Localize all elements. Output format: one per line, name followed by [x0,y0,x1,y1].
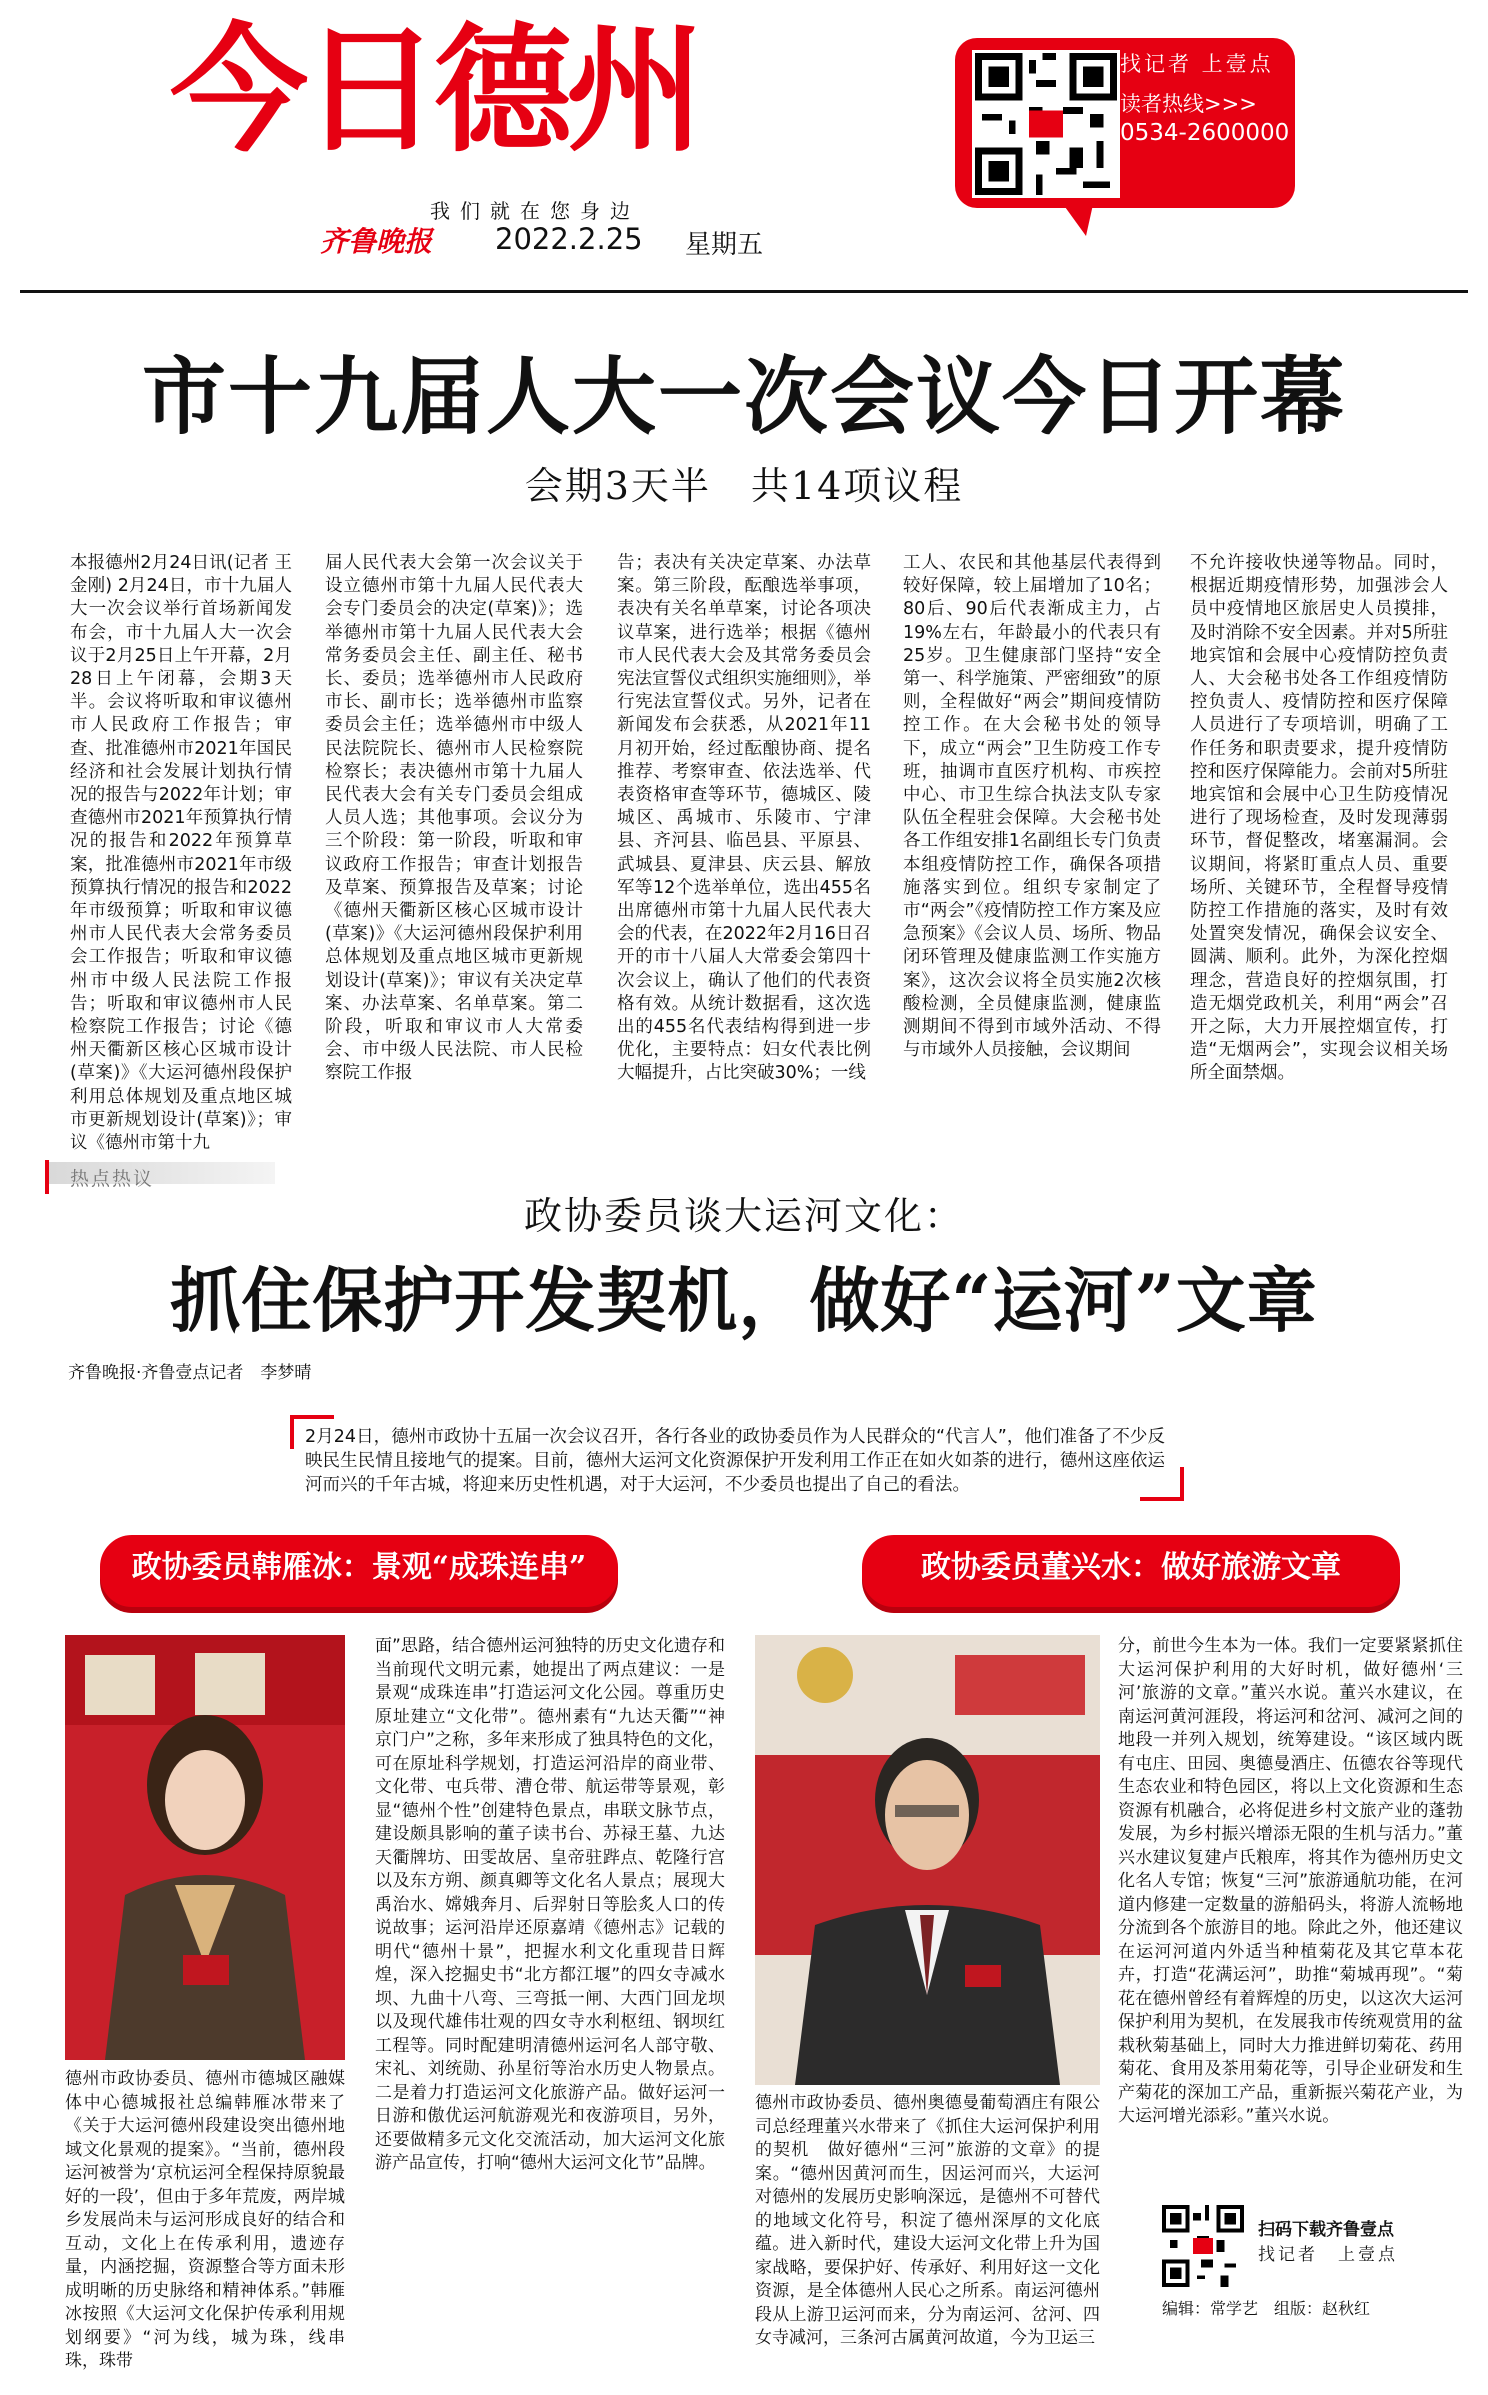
newspaper-logo: 今日德州 [170,10,699,171]
editor-credits: 编辑：常学艺 组版：赵秋红 [1162,2299,1371,2318]
bubble-find-reporter: 找记者 上壹点 [1120,52,1274,76]
lead-column-1: 本报德州2月24日讯(记者 王金刚) 2月24日，市十九届人大一次会议举行首场新闻发布会，市十九届人大一次会议于2月25日上午开幕，2月28日上午闭幕，会期3天半。会议将听取和审议德州市人民政府工作报告；审查、批准德州市2021年国民经济和社会发展计划执行情况的报告与2022年计划；审查德州市2021年预算执行情况的报告和2022年预算草案，批准德州市2021年市级预算执行情况的报告和2022年市级预算；听取和审议德州市人民代表大会常务委员会工作报告；听取和审议德州市中级人民法院工作报告；听取和审议德州市人民检察院工作报告；讨论《德州天衢新区核心区城市设计(草案)》《大运河德州段保护利用总体规划及重点地区城市更新规划设计(草案)》；审议《德州市第十九 [70,553,292,1154]
banner-han-yanbing: 政协委员韩雁冰：景观“成珠连串” [100,1535,618,1607]
lead-subhead: 会期3天半 共14项议程 [524,464,964,508]
masthead-divider [20,290,1468,293]
banner-dong-xingshui: 政协委员董兴水：做好旅游文章 [862,1535,1400,1607]
issue-date: 2022.2.25 [495,222,643,256]
caption-dong-xingshui: 德州市政协委员、德州奥德曼葡萄酒庄有限公司总经理董兴水带来了《抓住大运河保护利用的契机 做好德州“三河”旅游的文章》的提案。“德州因黄河而生，因运河而兴，大运河对德州的发展历史影响深远，是德州不可替代的地域文化符号，积淀了德州深厚的文化底蕴。进入新时代，建设大运河文化带上升为国家战略，要保护好、传承好、利用好这一文化资源，是全体德州人民心之所系。南运河德州段从上游卫运河而来，分为南运河、岔河、四女寺减河，三条河古属黄河故道，今为卫运三 [755,2093,1100,2348]
section-tag: 热点热议 [70,1168,155,1190]
bubble-tail [1060,200,1094,236]
photo-han-yanbing [65,1635,345,2060]
photo-dong-xingshui [755,1635,1100,2085]
qr-code-icon[interactable] [972,50,1120,198]
lead-column-3: 告；表决有关决定草案、办法草案。第三阶段，酝酿选举事项，表决有关名单草案，讨论各项决议草案，进行选举；根据《德州市人民代表大会及其常务委员会宪法宣誓仪式组织实施细则》，举行宪法宣誓仪式。另外，记者在新闻发布会获悉，从2021年11月初开始，经过酝酿协商、提名推荐、考察审查、依法选举、代表资格审查等环节，德城区、陵城区、禹城市、乐陵市、宁津县、齐河县、临邑县、平原县、武城县、夏津县、庆云县、解放军等12个选举单位，选出455名出席德州市第十九届人民代表大会的代表，在2022年2月16日召开的市十八届人大常委会第四十次会议上，确认了他们的代表资格有效。从统计数据看，这次选出的455名代表结构得到进一步优化，主要特点：妇女代表比例大幅提升，占比突破30%；一线 [617,553,871,1084]
feature-column-middle: 面”思路，结合德州运河独特的历史文化遗存和当前现代文明元素，她提出了两点建议：一是景观“成珠连串”打造运河文化公园。尊重历史原址建立“文化带”。德州素有“九达天衢”“神京门户”之称，多年来形成了独具特色的文化，可在原址科学规划，打造运河沿岸的商业带、文化带、屯兵带、漕仓带、航运带等景观，彰显“德州个性”创建特色景点，串联文脉节点，建设颇具影响的董子读书台、苏禄王墓、九达天衢牌坊、田雯故居、皇帝驻跸点、乾隆行宫以及东方朔、颜真卿等文化名人景点；展现大禹治水、嫦娥奔月、后羿射日等脍炙人口的传说故事；运河沿岸还原嘉靖《德州志》记载的明代“德州十景”，把握水利文化重现昔日辉煌，深入挖掘史书“北方都江堰”的四女寺减水坝、九曲十八弯、三弯抵一闸、大西门回龙坝以及现代雄伟壮观的四女寺水利枢纽、钢坝红工程等。同时配建明清德州运河名人部守敬、宋礼、刘统勋、孙星衍等治水历史人物景点。二是着力打造运河文化旅游产品。做好运河一日游和傲优运河航游观光和夜游项目，另外，还要做精多元文化交流活动，加大运河文化旅游产品宣传，打响“德州大运河文化节”品牌。 [375,1636,725,2173]
issue-weekday: 星期五 [685,230,764,260]
feature-column-right: 分，前世今生本为一体。我们一定要紧紧抓住大运河保护利用的大好时机，做好德州‘三河’旅游的文章。”董兴水说。董兴水建议，在南运河黄河涯段，将运河和岔河、减河之间的地段一并列入规划，统筹建设。“该区域内既有屯庄、田园、奥德曼酒庄、伍德农谷等现代生态农业和特色园区，将以上文化资源和生态资源有机融合，必将促进乡村文旅产业的蓬勃发展，为乡村振兴增添无限的生机与活力。”董兴水建议复建卢氏粮库，将其作为德州历史文化名人专馆；恢复“三河”旅游通航功能，在河道内修建一定数量的游船码头，将游人流畅地分流到各个旅游目的地。除此之外，他还建议在运河河道内外适当种植菊花及其它草本花卉，打造“花满运河”，助推“菊城再现”。“菊花在德州曾经有着辉煌的历史，以这次大运河保护利用为契机，在发展我市传统观赏用的盆栽秋菊基础上，同时大力推进鲜切菊花、药用菊花、食用及茶用菊花等，引导企业研发和生产菊花的深加工产品，重新振兴菊花产业，为大运河增光添彩。”董兴水说。 [1118,1636,1463,2126]
lead-column-2: 届人民代表大会第一次会议关于设立德州市第十九届人民代表大会专门委员会的决定(草案)》；选举德州市第十九届人民代表大会常务委员会主任、副主任、秘书长、委员；选举德州市人民政府市长、副市长；选举德州市监察委员会主任；选举德州市中级人民法院院长、德州市人民检察院检察长；表决德州市第十九届人民代表大会有关专门委员会组成人员人选；其他事项。会议分为三个阶段：第一阶段，听取和审议政府工作报告；审查计划报告及草案、预算报告及草案；讨论《德州天衢新区核心区城市设计(草案)》《大运河德州段保护利用总体规划及重点地区城市更新规划设计(草案)》；审议有关决定草案、办法草案、名单草案。第二阶段，听取和审议市人大常委会、市中级人民法院、市人民检察院工作报 [325,553,583,1084]
slogan: 我们就在您身边 [430,199,640,223]
feature-kicker: 政协委员谈大运河文化： [523,1194,964,1238]
feature-byline: 齐鲁晚报·齐鲁壹点记者 李梦晴 [68,1363,312,1383]
bubble-hotline-number: 0534-2600000 [1120,120,1290,146]
lead-headline: 市十九届人大一次会议今日开幕 [141,347,1346,446]
find-reporter-label: 找记者 上壹点 [1258,2245,1398,2265]
brand-name: 齐鲁晚报 [320,225,433,258]
feature-headline: 抓住保护开发契机，做好“运河”文章 [170,1259,1318,1342]
bubble-hotline-label: 读者热线>>> [1120,92,1257,116]
qr-code-download-icon[interactable] [1162,2205,1244,2287]
scan-download-label: 扫码下载齐鲁壹点 [1258,2220,1394,2240]
caption-han-yanbing: 德州市政协委员、德州市德城区融媒体中心德城报社总编韩雁冰带来了《关于大运河德州段建设突出德州地域文化景观的提案》。“当前，德州段运河被誉为‘京杭运河全程保持原貌最好的一段’，但由于多年荒废，两岸城乡发展尚未与运河形成良好的结合和互动，文化上在传承利用，遗迹存量，内涵挖掘，资源整合等方面未形成明晰的历史脉络和精神体系。”韩雁冰按照《大运河文化保护传承利用规划纲要》“河为线，城为珠，线串珠，珠带 [65,2069,345,2371]
lead-column-5: 不允许接收快递等物品。同时，根据近期疫情形势，加强涉会人员中疫情地区旅居史人员摸排，及时消除不安全因素。并对5所驻地宾馆和会展中心疫情防控负责人、大会秘书处各工作组疫情防控负责人、疫情防控和医疗保障人员进行了专项培训，明确了工作任务和职责要求，提升疫情防控和医疗保障能力。会前对5所驻地宾馆和会展中心卫生防疫情况进行了现场检查，及时发现薄弱环节，督促整改，堵塞漏洞。会议期间，将紧盯重点人员、重要场所、关键环节，全程督导疫情防控工作措施的落实，及时有效处置突发情况，确保会议安全、圆满、顺利。此外，为深化控烟理念，营造良好的控烟氛围，打造无烟党政机关，利用“两会”召开之际，大力开展控烟宣传，打造“无烟两会”，实现会议相关场所全面禁烟。 [1190,553,1448,1084]
feature-lead: 2月24日，德州市政协十五届一次会议召开，各行各业的政协委员作为人民群众的“代言人”，他们准备了不少反映民生民情且接地气的提案。目前，德州大运河文化资源保护开发利用工作正在如火如荼的进行，德州这座依运河而兴的千年古城，将迎来历史性机遇，对于大运河，不少委员也提出了自己的看法。 [305,1427,1165,1495]
lead-column-4: 工人、农民和其他基层代表得到较好保障，较上届增加了10名；80后、90后代表渐成主力，占19%左右，年龄最小的代表只有25岁。卫生健康部门坚持“安全第一、科学施策、严密细致”的原则，全程做好“两会”期间疫情防控工作。在大会秘书处的领导下，成立“两会”卫生防疫工作专班，抽调市直医疗机构、市疾控中心、市卫生综合执法支队专家队伍全程驻会保障。大会秘书处各工作组安排1名副组长专门负责本组疫情防控工作，确保各项措施落实到位。组织专家制定了市“两会”《疫情防控工作方案及应急预案》《会议人员、场所、物品闭环管理及健康监测工作实施方案》，这次会议将全员实施2次核酸检测，全员健康监测，健康监测期间不得到市域外活动、不得与市域外人员接触，会议期间 [903,553,1161,1061]
